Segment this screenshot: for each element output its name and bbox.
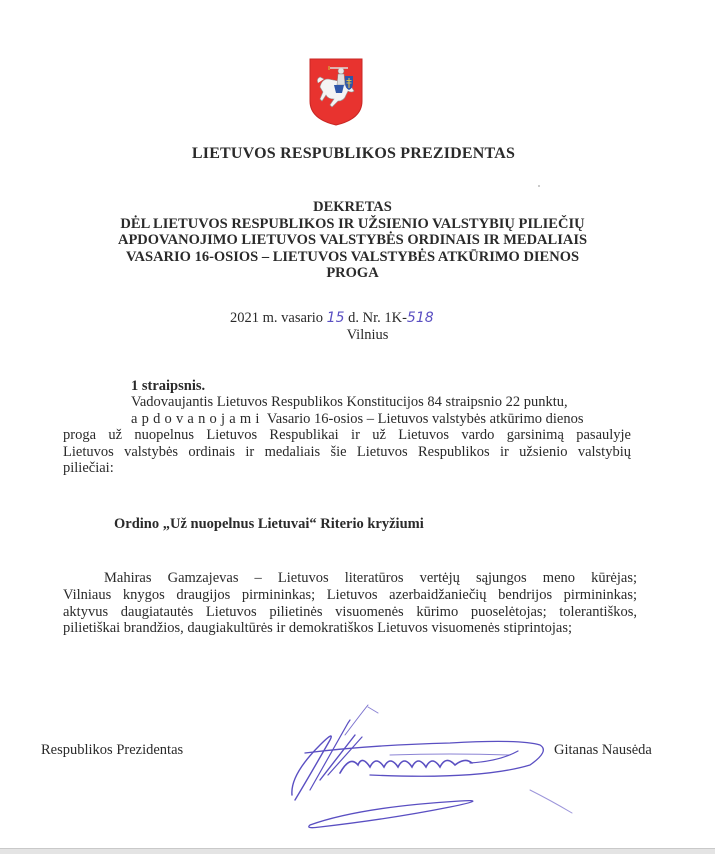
institution-title: LIETUVOS RESPUBLIKOS PREZIDENTAS bbox=[191, 145, 516, 162]
article-line: Vadovaujantis Lietuvos Respublikos Konstitucijos 84 straipsnio 22 punktu, bbox=[131, 394, 568, 410]
handwritten-day: 15 bbox=[326, 310, 345, 326]
article-body bbox=[63, 394, 631, 477]
recipient-line: aktyvus daugiatautės Lietuvos pilietinės visuomenės kūrimo puoselėtojas; tolerantiškos, bbox=[63, 603, 637, 620]
handwritten-signature bbox=[250, 695, 590, 835]
decree-title-block bbox=[80, 199, 625, 282]
article-line: piliečiai: bbox=[63, 460, 114, 476]
date-mid: d. Nr. 1K- bbox=[348, 310, 407, 326]
scan-speck bbox=[538, 185, 540, 187]
article-line-rest: Vasario 16-osios – Lietuvos valstybės atkūrimo dienos bbox=[266, 410, 584, 427]
article-line bbox=[63, 411, 631, 428]
handwritten-number: 518 bbox=[406, 310, 434, 326]
order-title: Ordino „Už nuopelnus Lietuvai“ Riterio kryžiumi bbox=[114, 516, 424, 532]
article-line: Lietuvos valstybės ordinais ir medaliais šie Lietuvos Respublikos ir užsienio valstybių bbox=[63, 443, 631, 460]
decree-date-number bbox=[230, 310, 434, 327]
signatory-name: Gitanas Nausėda bbox=[554, 742, 652, 758]
page-bottom-edge bbox=[0, 848, 715, 854]
article-line: proga už nuopelnus Lietuvos Respublikai ir už Lietuvos vardo garsinimą pasaulyje bbox=[63, 427, 631, 443]
spaced-verb: apdovanojami bbox=[131, 410, 264, 427]
decree-type: DEKRETAS bbox=[313, 199, 392, 215]
decree-title-line: DĖL LIETUVOS RESPUBLIKOS IR UŽSIENIO VALSTYBIŲ PILIEČIŲ bbox=[120, 215, 585, 232]
recipient-description bbox=[63, 570, 637, 637]
decree-title-line: PROGA bbox=[326, 265, 379, 281]
decree-title-line: APDOVANOJIMO LIETUVOS VALSTYBĖS ORDINAIS IR MEDALIAIS bbox=[117, 232, 588, 248]
decree-title-line: VASARIO 16-OSIOS – LIETUVOS VALSTYBĖS ATKŪRIMO DIENOS bbox=[125, 248, 580, 265]
recipient-line: Vilniaus knygos draugijos pirmininkas; Lietuvos azerbaidžaniečių bendrijos pirmininkas; bbox=[63, 586, 637, 603]
recipient-line: Mahiras Gamzajevas – Lietuvos literatūros vertėjų sąjungos meno kūrėjas; bbox=[104, 570, 637, 586]
coat-of-arms-icon bbox=[308, 57, 364, 127]
date-prefix: 2021 m. vasario bbox=[230, 310, 324, 326]
recipient-line: pilietiškai brandžios, daugiakultūrės ir demokratiškos Lietuvos visuomenės stiprintojas; bbox=[63, 620, 573, 637]
decree-city: Vilnius bbox=[346, 327, 389, 343]
article-title: 1 straipsnis. bbox=[131, 378, 206, 394]
signatory-role: Respublikos Prezidentas bbox=[41, 742, 184, 758]
